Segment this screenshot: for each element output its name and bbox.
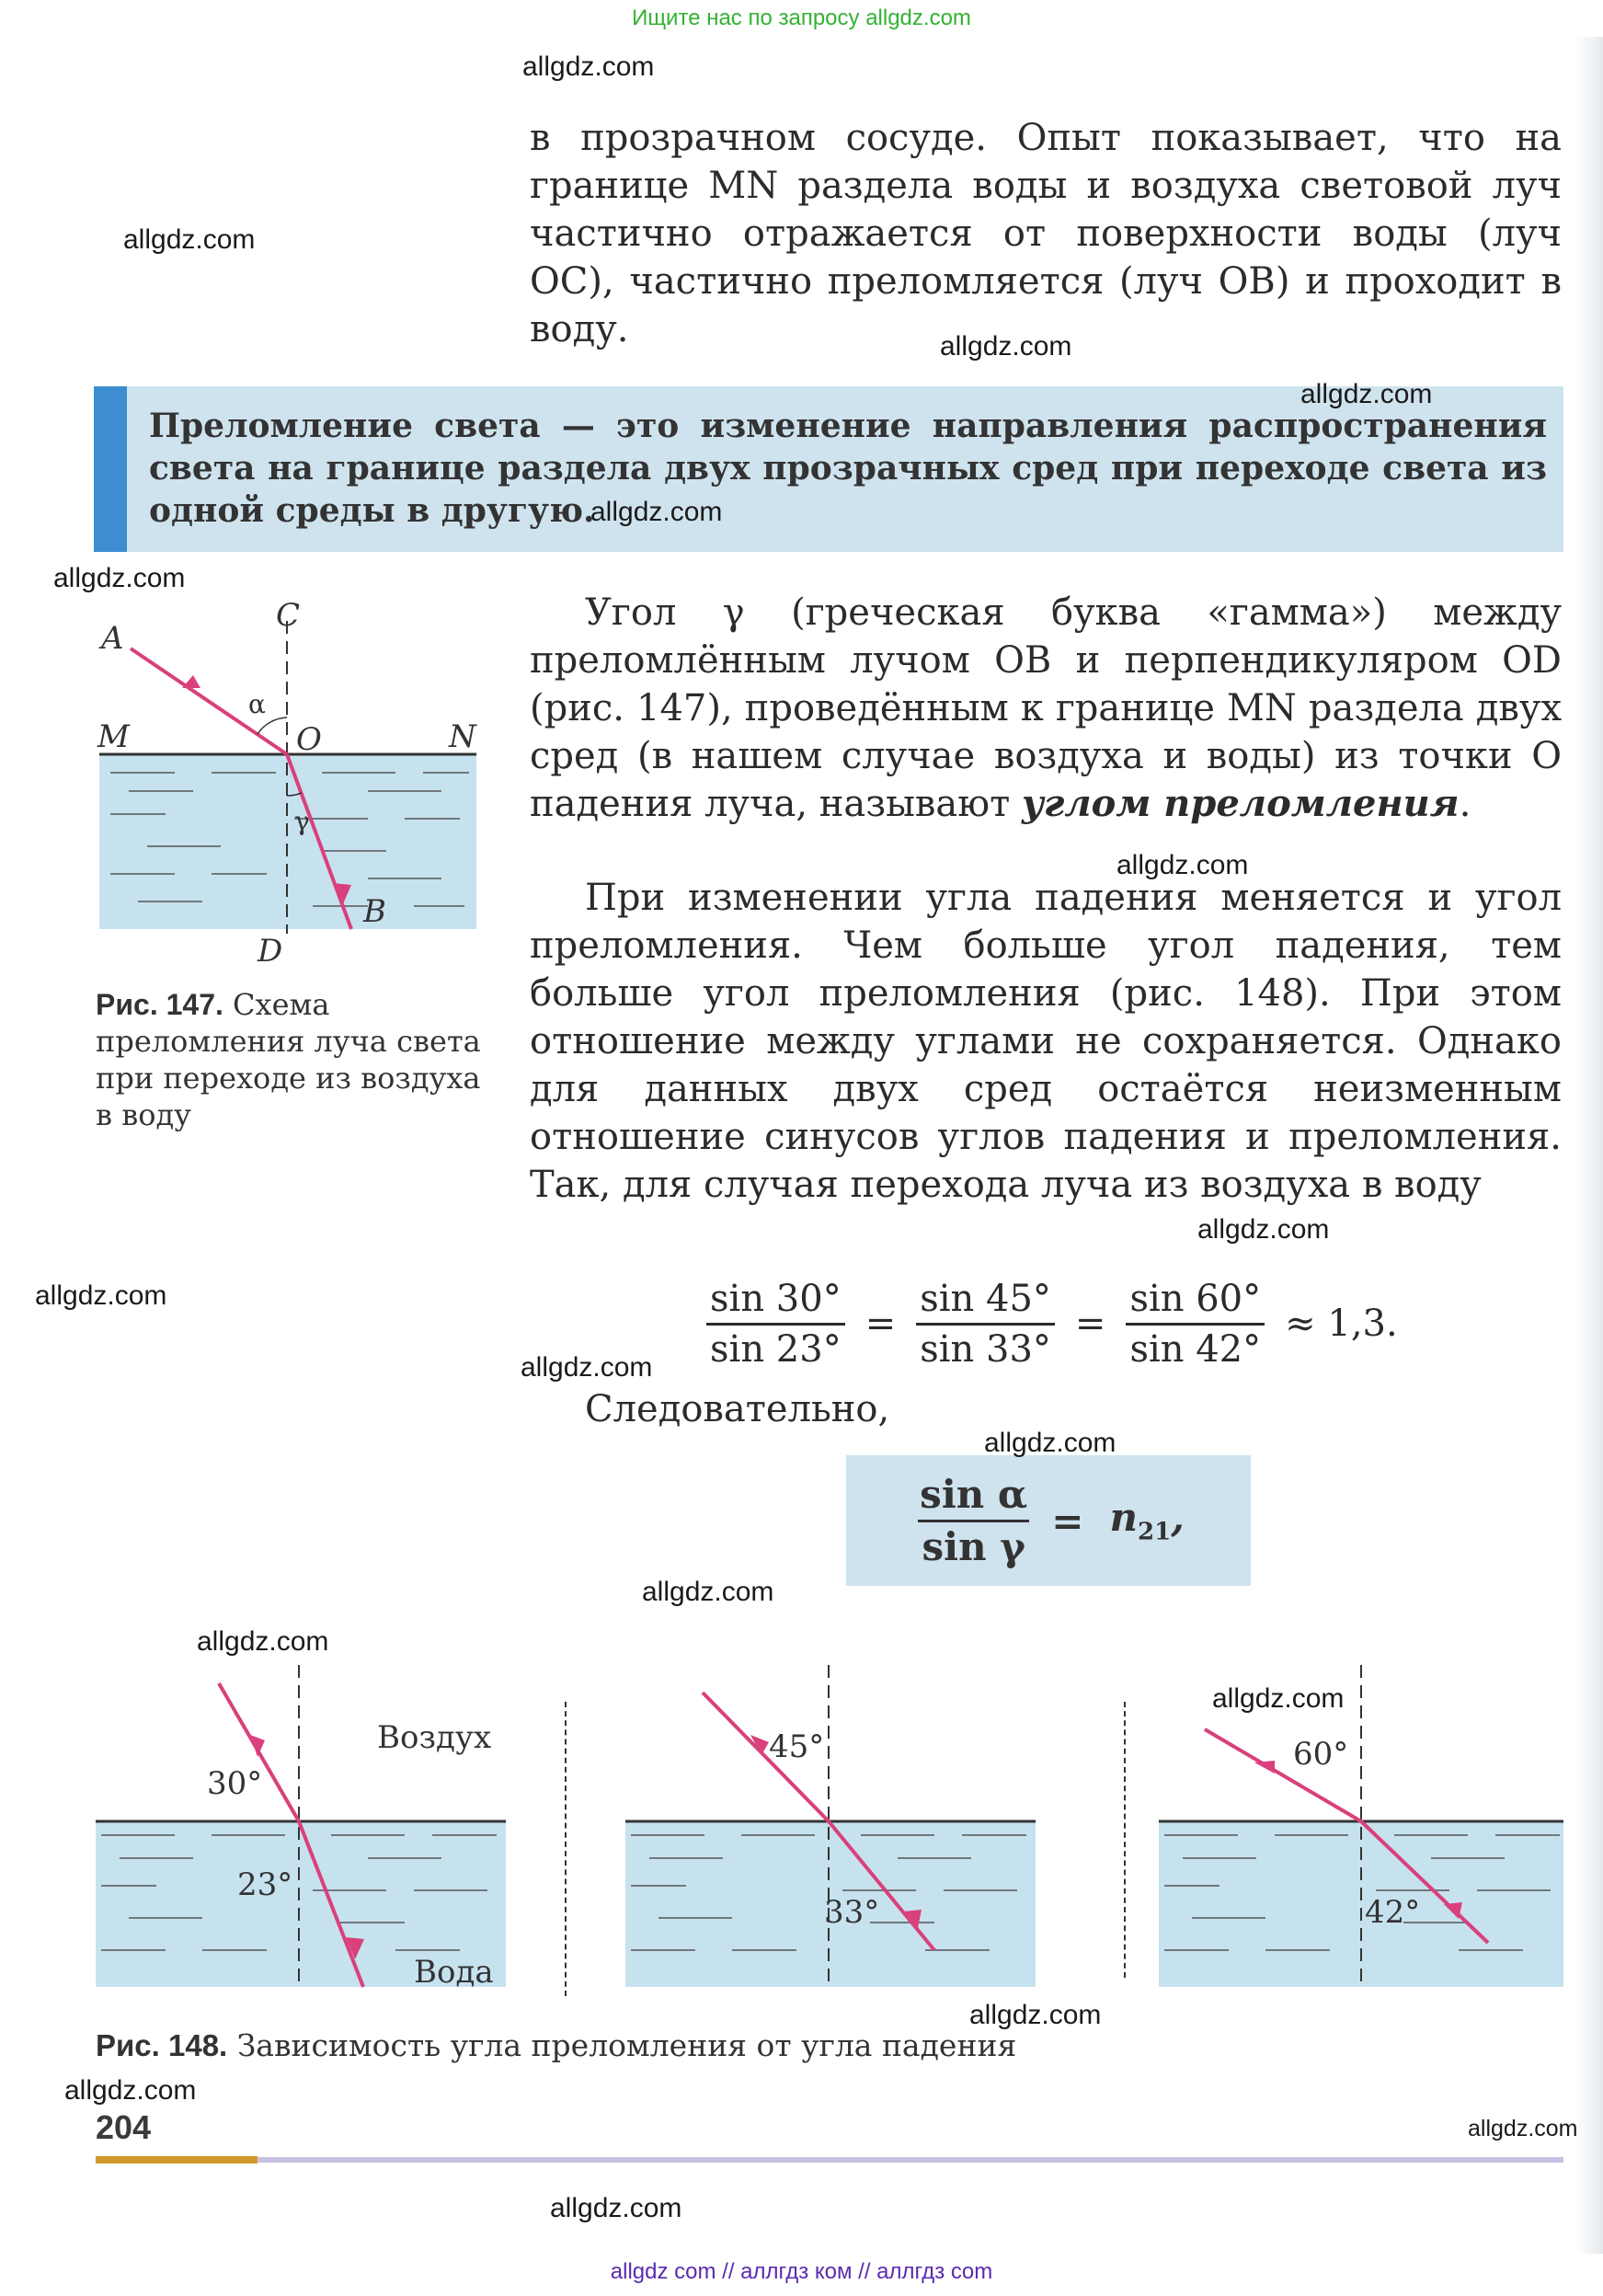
refractive-index-formula <box>846 1455 1251 1586</box>
watermark: allgdz.com <box>197 1626 329 1657</box>
watermark: allgdz.com <box>969 2000 1102 2030</box>
separator-line <box>1124 1702 1126 1978</box>
watermark: allgdz.com <box>550 2193 682 2223</box>
separator-line <box>565 1702 567 1996</box>
angle-paragraph <box>530 589 1562 828</box>
watermark: allgdz.com <box>1468 2116 1578 2141</box>
refraction-angle-term: углом преломления <box>1021 782 1460 825</box>
definition-text: Преломление света — это изменение направления распространения света на границе раздела двух прозрачных сред при переходе света из одной среды в другую. <box>149 407 1547 530</box>
page-bar-accent <box>96 2156 258 2164</box>
approx-result: ≈ 1,3. <box>1285 1303 1398 1345</box>
fraction-numerator: sin 30° <box>710 1277 842 1320</box>
formula-denominator: sin γ <box>918 1520 1029 1570</box>
intro-paragraph: в прозрачном сосуде. Опыт показывает, что на границе MN раздела воды и воздуха световой луч частично отражается от поверхности воды (луч OC), частично преломляется (луч OB) и проходит в воду. <box>530 117 1562 350</box>
fraction-45 <box>916 1277 1055 1372</box>
incident-arrow <box>250 1735 265 1757</box>
page-number: 204 <box>96 2108 152 2146</box>
watermark: allgdz.com <box>1116 850 1249 880</box>
watermark: allgdz.com <box>53 563 186 593</box>
incidence-angle-label: 45° <box>769 1728 825 1765</box>
alpha-arc <box>258 718 287 734</box>
incident-arrow <box>1254 1761 1275 1774</box>
refractive-index-subscript: 21 <box>1138 1518 1172 1546</box>
figure-148-caption-text: Зависимость угла преломления от угла падения <box>227 2027 1017 2063</box>
page-edge-shadow <box>1575 37 1603 2254</box>
definition-box <box>94 386 1563 552</box>
equals-sign: = <box>864 1303 897 1345</box>
therefore-line: Следовательно, <box>585 1388 890 1430</box>
label-o: O <box>296 721 322 758</box>
fraction-denominator: sin 33° <box>916 1323 1055 1372</box>
angle-paragraph-text: Угол γ (греческая буква «гамма») между преломлённым лучом OB и перпендикуляром OD (рис. 147), проведённым к границе MN раздела двух сред (в нашем случае воздуха и воды) из точки O падения луча, называют <box>530 591 1562 825</box>
label-a: A <box>101 620 124 657</box>
change-paragraph: При изменении угла падения меняется и угол преломления. Чем больше угол падения, тем больше угол преломления (рис. 148). При этом отношение между углами не сохраняется. Однако для данных двух сред остаётся неизменным отношение синусов углов падения и преломления. Так, для случая перехода луча из воздуха в воду <box>530 877 1562 1206</box>
figure-148-caption <box>96 2027 1199 2063</box>
figure-148-panel-30 <box>92 1647 515 1996</box>
watermark: allgdz.com <box>590 497 723 527</box>
refractive-index-letter: n <box>1109 1495 1139 1541</box>
fraction-denominator: sin 23° <box>706 1323 845 1372</box>
label-c: C <box>276 597 301 634</box>
fraction-numerator: sin 60° <box>1129 1277 1262 1320</box>
water-label: Вода <box>414 1954 494 1991</box>
label-n: N <box>449 718 476 755</box>
top-banner[interactable]: Ищите нас по запросу allgdz.com <box>632 6 971 30</box>
watermark: allgdz.com <box>35 1280 167 1311</box>
label-b: B <box>363 893 386 930</box>
figure-147-caption <box>96 986 482 1133</box>
fraction-30 <box>706 1277 845 1372</box>
watermark: allgdz.com <box>1300 379 1433 409</box>
figure-147-caption-number: Рис. 147. <box>96 988 223 1021</box>
label-gamma: γ <box>294 806 310 836</box>
water-area <box>1159 1821 1563 1987</box>
refraction-angle-label: 23° <box>237 1866 293 1903</box>
label-d: D <box>258 933 283 970</box>
formula-comma: , <box>1171 1495 1185 1541</box>
incidence-angle-label: 30° <box>207 1765 263 1802</box>
fraction-60 <box>1126 1277 1265 1372</box>
angle-paragraph-end: . <box>1459 783 1471 825</box>
formula-numerator: sin α <box>920 1471 1028 1517</box>
fraction-numerator: sin 45° <box>920 1277 1051 1320</box>
watermark: allgdz.com <box>642 1577 774 1607</box>
watermark: allgdz.com <box>123 224 256 255</box>
label-m: M <box>97 718 130 755</box>
sine-ratio-equation <box>703 1273 1414 1374</box>
figure-147-diagram <box>92 589 497 975</box>
figure-148-caption-number: Рис. 148. <box>96 2028 228 2062</box>
page-bar <box>258 2157 1563 2163</box>
refractive-index-symbol <box>1109 1495 1184 1545</box>
refraction-angle-label: 33° <box>824 1894 880 1931</box>
figure-147-caption-text: Схема преломления луча света при переходе из воздуха в воду <box>96 987 481 1132</box>
definition-stripe <box>94 386 127 552</box>
watermark: allgdz.com <box>984 1428 1116 1458</box>
incidence-angle-label: 60° <box>1293 1736 1349 1773</box>
air-label: Воздух <box>377 1719 492 1756</box>
formula-equals: = <box>1051 1498 1084 1544</box>
figure-148-panel-45 <box>622 1647 1045 1996</box>
watermark: allgdz.com <box>521 1352 653 1383</box>
equals-sign: = <box>1074 1303 1106 1345</box>
formula-fraction <box>916 1472 1031 1570</box>
refraction-angle-label: 42° <box>1365 1894 1421 1931</box>
incident-arrow <box>182 675 200 688</box>
label-alpha: α <box>248 689 266 719</box>
water-area <box>99 754 476 929</box>
watermark: allgdz.com <box>64 2075 197 2106</box>
fraction-denominator: sin 42° <box>1126 1323 1265 1372</box>
watermark: allgdz.com <box>1197 1214 1330 1245</box>
watermark: allgdz.com <box>940 331 1072 362</box>
watermark: allgdz.com <box>522 52 655 82</box>
bottom-banner[interactable]: allgdz com // аллгдз ком // аллгдз com <box>610 2259 993 2284</box>
watermark: allgdz.com <box>1212 1683 1345 1714</box>
